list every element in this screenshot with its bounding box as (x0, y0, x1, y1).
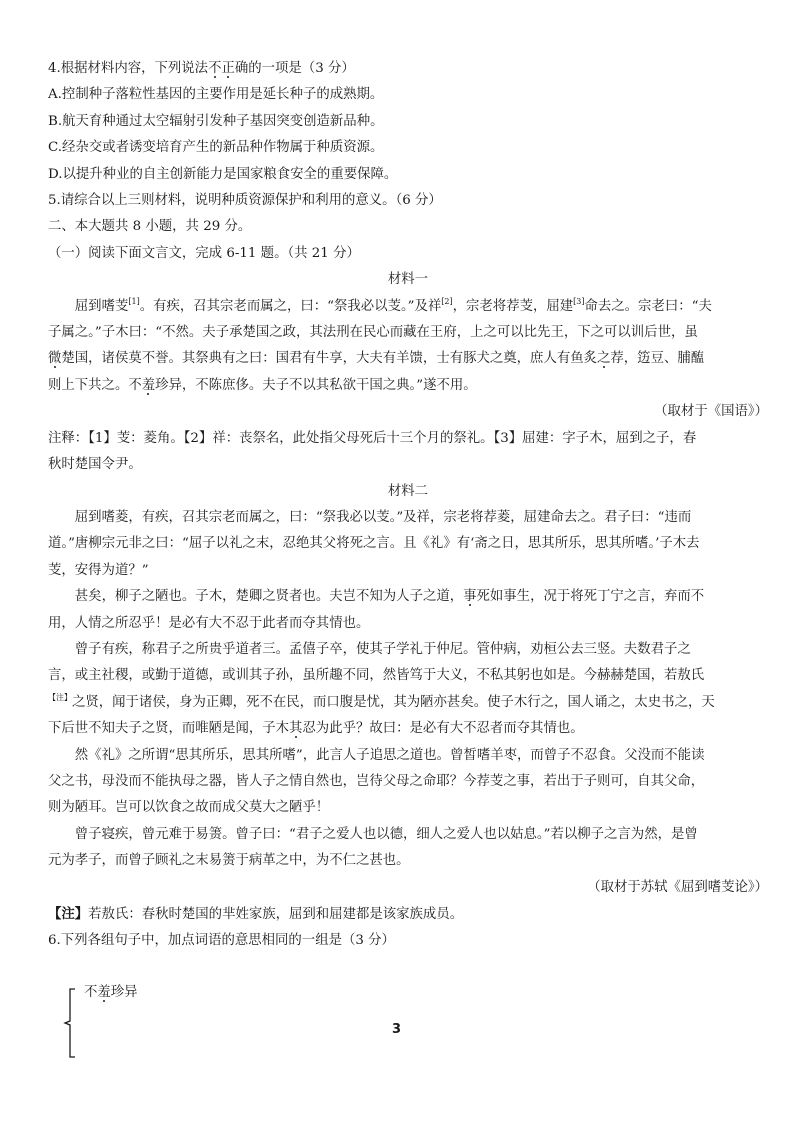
material-1-title: 材料一 (387, 272, 429, 288)
annotation-line: 秋时楚国令尹。 (48, 457, 142, 473)
text-run: 下后世不知夫子之贤，而唯陋是闻，子木 (48, 721, 290, 737)
text-run: 不 (84, 985, 98, 1000)
emphasis-dot-char: 不 (208, 61, 222, 76)
section-heading: 二、本大题共 8 小题，共 29 分。 (48, 219, 252, 235)
text-run: 甚矣，柳子之陋也。子木，楚卿之贤者也。夫岂不知为人子之道， (74, 589, 464, 605)
footnote-ref: [3] (573, 296, 585, 306)
emphasis-dot-char: 事 (463, 589, 477, 605)
q4-stem-text: 4.根据材料内容，下列说法 (48, 61, 209, 76)
material-2-line: 言，或主社稷，或勤于道德，或训其子孙，虽所趣不同，然皆笃于大义，不私其躬也如是。今赫赫楚国，若敖氏 (48, 668, 705, 684)
material-1-line (48, 294, 768, 320)
material-1-line: 子属之。”子木曰：“不然。夫子承楚国之政，其法刑在民心而藏在王府，上之可以比先王，下之可以训后世，虽 (48, 325, 698, 341)
material-1-source: （取材于《国语》） (654, 404, 768, 420)
option-d: D.以提升种业的自主创新能力是国家粮食安全的重要保障。 (48, 166, 398, 182)
part-heading: （一）阅读下面文言文，完成 6-11 题。（共 21 分） (48, 245, 360, 261)
option-b: B.航天育种通过太空辐射引发种子基因突变创造新品种。 (48, 113, 384, 129)
brace-bracket-icon (62, 988, 76, 1058)
text-run: 珍异，不陈庶侈。夫子不以其私欲干国之典。”遂不用。 (155, 377, 477, 393)
material-2-line: 元为孝子，而曾子顾礼之末易箦于病革之中，为不仁之甚也。 (48, 853, 410, 869)
material-2-line: 用，人情之所忍乎！是必有大不忍于此者而夺其情也。 (48, 615, 370, 631)
text-run: 忍为此乎？故曰：是必有大不忍者而夺其情也。 (302, 721, 584, 737)
text-run: 。有疾，召其宗老而属之，曰：“祭我必以芰。”及祥 (139, 298, 442, 314)
footnote-ref: [2] (441, 296, 453, 306)
material-1-line (48, 346, 768, 372)
question-6-item (84, 982, 138, 1004)
material-2-line: 然《礼》之所谓“思其所乐，思其所嗜”，此言人子追思之道也。曾皙嗜羊枣，而曾子不忍食。父没而不能读 (74, 747, 705, 763)
option-c: C.经杂交或者诱变培育产生的新品种作物属于种质资源。 (48, 140, 384, 156)
footnote-ref: [1] (128, 296, 140, 306)
material-2-line: 曾子有疾，称君子之所贵乎道者三。孟僖子卒，使其子学礼于仲尼。管仲病，劝桓公去三竖。夫数君子之 (74, 641, 691, 657)
material-2-line: 曾子寝疾，曾元难于易箦。曾子曰：“君子之爱人也以德，细人之爱人也以姑息。”若以柳子之言为然，是曾 (74, 826, 698, 842)
question-5: 5.请综合以上三则材料，说明种质资源保护和利用的意义。（6 分） (48, 193, 442, 209)
note-text: 若敖氏：春秋时楚国的芈姓家族，屈到和屈建都是该家族成员。 (88, 907, 464, 922)
emphasis-dot-char: 羞 (97, 985, 111, 1000)
note-label: 【注】 (48, 906, 89, 922)
question-4-stem (48, 56, 768, 82)
emphasis-dot-char: 微 (48, 351, 62, 367)
annotation-line: 注释：【1】芰：菱角。【2】祥：丧祭名，此处指父母死后十三个月的祭礼。【3】屈建：字子木，屈到之子，春 (48, 430, 697, 446)
material-2-line: 道。”唐柳宗元非之曰：“屈子以礼之末，忍绝其父将死之言。且《礼》有‘斋之日，思其所乐，思其所嗜。’子木去 (48, 536, 700, 552)
emphasis-dot-char: 其 (289, 721, 303, 737)
material-2-line (48, 584, 768, 610)
note-zhu (48, 901, 768, 928)
text-run: 命去之。宗老曰：“夫 (584, 298, 712, 314)
question-6-stem: 6.下列各组句子中，加点词语的意思相同的一组是（3 分） (48, 933, 395, 949)
text-run: 珍异 (110, 985, 138, 1000)
text-run: ，宗老将荐芰，屈建 (452, 298, 574, 314)
material-2-line: 则为陋耳。岂可以饮食之故而成父莫大之陋乎！ (48, 800, 330, 816)
material-2-line (48, 690, 768, 716)
text-run: 屈到嗜芰 (74, 298, 129, 314)
q4-stem-text: 确的一项是（3 分） (234, 61, 355, 76)
text-run: 楚国，诸侯莫不誉。其祭典有之曰：国君有牛享，大夫有羊馈，士有豚犬之奠，庶人有鱼炙 (61, 351, 598, 367)
material-2-line (48, 716, 768, 742)
material-2-line: 父之书，母没而不能执母之器，皆人子之情自然也，岂待父母之命耶？今荐芰之事，若出于子则可，自其父命， (48, 773, 705, 789)
note-ref: 【注】 (48, 692, 72, 702)
emphasis-dot-char: 之 (597, 351, 611, 367)
emphasis-dot-char: 正 (221, 61, 235, 76)
document-page (48, 56, 768, 955)
option-a: A.控制种子落粒性基因的主要作用是延长种子的成熟期。 (48, 87, 384, 103)
material-2-title: 材料二 (387, 483, 429, 499)
page-number: 3 (392, 1022, 402, 1037)
emphasis-dot-char: 羞 (141, 377, 156, 393)
material-2-line: 屈到嗜菱，有疾，召其宗老而属之，曰：“祭我必以芰。”及祥，宗老将荐菱，屈建命去之。君子曰：“违而 (74, 509, 692, 525)
material-2-source: （取材于苏轼《屈到嗜芰论》） (587, 879, 768, 895)
text-run: 死如事生，况于将死丁宁之言，弃而不 (476, 589, 705, 605)
material-2-line: 芰，安得为道？” (48, 562, 149, 578)
text-run: 则上下共之。不 (48, 377, 142, 393)
text-run: 之贤，闻于诸侯，身为正卿，死不在民，而口腹是忧，其为陋亦甚矣。使子木行之，国人诵之，太史书之，天 (72, 694, 715, 710)
text-run: 荐，笾豆、脯醢 (610, 351, 705, 367)
material-1-line (48, 373, 768, 399)
